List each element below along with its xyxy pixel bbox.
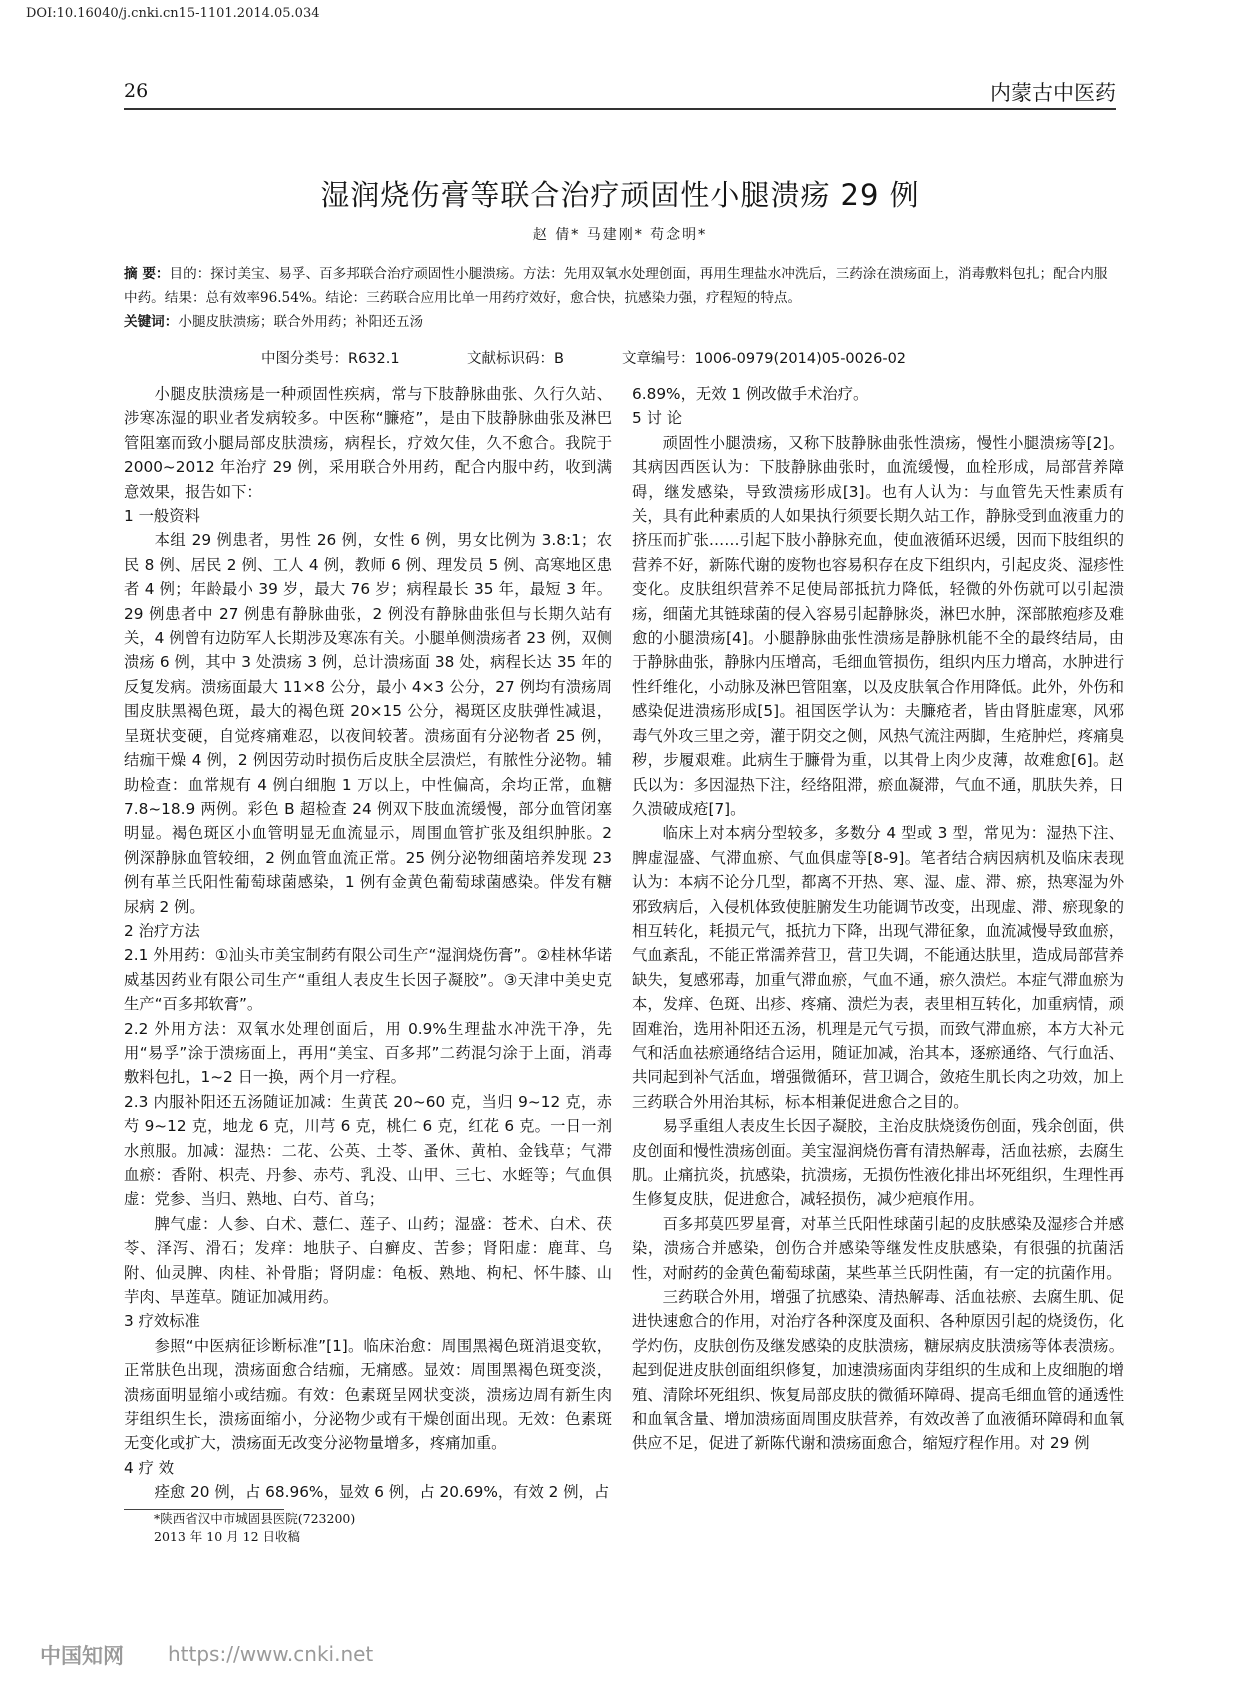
- article-number: 文章编号：1006-0979(2014)05-0026-02: [622, 351, 907, 367]
- document-code: 文献标识码：B: [467, 351, 564, 367]
- criteria-paragraph: 参照“中医病征诊断标准”[1]。临床治愈：周围黑褐色斑消退变软，正常肤色出现，溃疡面愈合结痂，无痛感。显效：周围黑褐色斑变淡，溃疡面明显缩小或结痂。有效：色素斑呈网状变淡，溃疡边周有新生肉芽组织生长，溃疡面缩小，分泌物少或有干燥创面出现。无效：色素斑无变化或扩大，溃疡面无改变分泌物量增多，疼痛加重。: [124, 1336, 612, 1453]
- page-number: 26: [124, 80, 149, 102]
- right-column: [632, 382, 1124, 1456]
- discussion-paragraph-4: 百多邦莫匹罗星膏，对革兰氏阳性球菌引起的皮肤感染及湿疹合并感染，溃疡合并感染，创伤合并感染等继发性皮肤感染，有很强的抗菌活性，对耐药的金黄色葡萄球菌，某些革兰氏阴性菌，有一定的抗菌作用。: [632, 1214, 1124, 1282]
- section-heading-3: 3 疗效标准: [124, 1312, 200, 1331]
- cnki-watermark-url: https://www.cnki.net: [168, 1642, 374, 1666]
- keywords-label: 关键词：: [124, 314, 179, 330]
- intro-paragraph: 小腿皮肤溃疡是一种顽固性疾病，常与下肢静脉曲张、久行久站、涉寒冻湿的职业者发病较多。中医称“臁疮”，是由下肢静脉曲张及淋巴管阻塞而致小腿局部皮肤溃疡，病程长，疗效欠佳，久不愈合。我院于 2000~2012 年治疗 29 例，采用联合外用药，配合内服中药，收到满意效果，报告如下：: [124, 385, 612, 501]
- footnote-received: 2013 年 10 月 12 日收稿: [154, 1528, 300, 1544]
- discussion-paragraph-5: 三药联合外用，增强了抗感染、清热解毒、活血祛瘀、去腐生肌、促进快速愈合的作用，对治疗各种深度及面积、各种原因引起的烧烫伤，化学灼伤，皮肤创伤及继发感染的皮肤溃疡，糖尿病皮肤溃疡等体表溃疡。起到促进皮肤创面组织修复，加速溃疡面肉芽组织的生成和上皮细胞的增殖、清除坏死组织、恢复局部皮肤的微循环障碍、提高毛细血管的通透性和血氧含量、增加溃疡面周围皮肤营养，有效改善了血液循环障碍和血氧供应不足，促进了新陈代谢和溃疡面愈合，缩短疗程作用。对 29 例: [632, 1288, 1124, 1453]
- external-drugs-paragraph: 2.1 外用药：①汕头市美宝制药有限公司生产“湿润烧伤膏”。②桂林华诺威基因药业有限公司生产“重组人表皮生长因子凝胶”。③天津中美史克生产“百多邦软膏”。: [124, 946, 612, 1014]
- abstract-text: 目的：探讨美宝、易孚、百多邦联合治疗顽固性小腿溃疡。方法：先用双氧水处理创面，再用生理盐水冲洗后，三药涂在溃疡面上，消毒敷料包扎；配合内服中药。结果：总有效率96.54%。结论：三药联合应用比单一用药疗效好，愈合快，抗感染力强，疗程短的特点。: [124, 266, 1108, 306]
- header-rule: [124, 108, 1116, 110]
- general-info-paragraph: 本组 29 例患者，男性 26 例，女性 6 例，男女比例为 3.8:1；农民 8 例、居民 2 例、工人 4 例，教师 6 例、理发员 5 例、高寒地区患者 4 例；年龄最小 39 岁，最大 76 岁；病程最长 35 年，最短 3 年。29 例患者中 27 例患有静脉曲张，2 例没有静脉曲张但与长期久站有关，4 例曾有边防军人长期涉及寒冻有关。小腿单侧溃疡者 23 例，双侧溃疡 6 例，其中 3 处溃疡 3 例，总计溃疡面 38 处，病程长达 35 年的反复发病。溃疡面最大 11×8 公分，最小 4×3 公分，27 例均有溃疡周围皮肤黑褐色斑，最大的褐色斑 20×15 公分，褐斑区皮肤弹性减退，呈斑状变硬，自觉疼痛难忍，以夜间较著。溃疡面有分泌物者 25 例，结痂干燥 4 例，2 例因劳动时损伤后皮肤全层溃烂，有脓性分泌物。辅助检查：血常规有 4 例白细胞 1 万以上，中性偏高，余均正常，血糖 7.8~18.9 两例。彩色 B 超检查 24 例双下肢血流缓慢，部分血管闭塞明显。褐色斑区小血管明显无血流显示，周围血管扩张及组织肿胀。2 例深静脉血管较细，2 例血管血流正常。25 例分泌物细菌培养发现 23 例有革兰氏阳性葡萄球菌感染，1 例有金黄色葡萄球菌感染。伴发有糖尿病 2 例。: [124, 531, 612, 916]
- section-heading-4: 4 疗 效: [124, 1458, 175, 1477]
- results-continued: 6.89%，无效 1 例改做手术治疗。: [632, 385, 869, 403]
- internal-medicine-paragraph: 2.3 内服补阳还五汤随证加减：生黄芪 20~60 克，当归 9~12 克，赤芍 9~12 克，地龙 6 克，川芎 6 克，桃仁 6 克，红花 6 克。一日一剂水煎服。加减：湿热：二花、公英、土苓、蚤休、黄柏、金钱草；气滞血瘀：香附、枳壳、丹参、赤芍、乳没、山甲、三七、水蛭等；气血俱虚：党参、当归、熟地、白芍、首乌；: [124, 1092, 612, 1209]
- results-paragraph: 痊愈 20 例，占 68.96%，显效 6 例，占 20.69%，有效 2 例，占: [154, 1483, 610, 1502]
- keywords-paragraph: [124, 310, 1120, 334]
- journal-name: 内蒙古中医药: [990, 81, 1116, 105]
- abstract-label: 摘 要：: [124, 266, 170, 282]
- external-method-paragraph: 2.2 外用方法：双氧水处理创面后，用 0.9%生理盐水冲洗干净，先用“易孚”涂于溃疡面上，再用“美宝、百多邦”二药混匀涂于上面，消毒敷料包扎，1~2 日一换，两个月一疗程。: [124, 1019, 612, 1087]
- abstract-block: [124, 262, 1120, 334]
- article-authors: 赵 倩* 马建刚* 苟念明*: [532, 227, 708, 243]
- section-heading-1: 1 一般资料: [124, 507, 200, 526]
- cnki-watermark-logo: 中国知网: [40, 1644, 124, 1668]
- abstract-paragraph: [124, 262, 1120, 310]
- section-heading-2: 2 治疗方法: [124, 921, 200, 940]
- discussion-paragraph-2: 临床上对本病分型较多，多数分 4 型或 3 型，常见为：湿热下注、脾虚湿盛、气滞血瘀、气血俱虚等[8-9]。笔者结合病因病机及临床表现认为：本病不论分几型，都离不开热、寒、湿、虚、滞、瘀，热寒湿为外邪致病后，入侵机体致使脏腑发生功能调节改变，出现虚、滞、瘀现象的相互转化，耗损元气，抵抗力下降，出现气滞征象，血流减慢导致血瘀，气血紊乱，不能正常濡养营卫，营卫失调，不能通达肤里，造成局部营养缺失，复感邪毒，加重气滞血瘀，气血不通，瘀久溃烂。本症气滞血瘀为本，发痒、色斑、出疹、疼痛、溃烂为表，表里相互转化，加重病情，顽固难治，选用补阳还五汤，机理是元气亏损，而致气滞血瘀，本方大补元气和活血祛瘀通络结合运用，随证加减，治其本，逐瘀通络、气行血活、共同起到补气活血，增强微循环，营卫调合，敛疮生肌长肉之功效，加上三药联合外用治其标，标本相兼促进愈合之目的。: [632, 824, 1124, 1111]
- keywords-text: 小腿皮肤溃疡；联合外用药；补阳还五汤: [178, 314, 424, 330]
- doi-line: DOI:10.16040/j.cnki.cn15-1101.2014.05.034: [26, 6, 320, 21]
- section-heading-5: 5 讨 论: [632, 409, 683, 428]
- footnote-affiliation: *陕西省汉中市城固县医院(723200): [154, 1510, 356, 1526]
- discussion-paragraph-3: 易孚重组人表皮生长因子凝胶，主治皮肤烧烫伤创面，残余创面，供皮创面和慢性溃疡创面。美宝湿润烧伤膏有清热解毒，活血祛瘀，去腐生肌。止痛抗炎，抗感染，抗溃疡，无损伤性液化排出坏死组织，生理性再生修复皮肤，促进愈合，减轻损伤，减少疤痕作用。: [632, 1117, 1124, 1209]
- left-column: [124, 382, 612, 1546]
- article-title: 湿润烧伤膏等联合治疗顽固性小腿溃疡 29 例: [320, 178, 920, 212]
- spleen-deficiency-paragraph: 脾气虚：人参、白术、薏仁、莲子、山药；湿盛：苍术、白术、茯苓、泽泻、滑石；发痒：地肤子、白癣皮、苦参；肾阳虚：鹿茸、乌附、仙灵脾、肉桂、补骨脂；肾阴虚：龟板、熟地、枸杞、怀牛膝、山芋肉、旱莲草。随证加减用药。: [124, 1214, 612, 1307]
- clc-number: 中图分类号：R632.1: [261, 351, 400, 367]
- discussion-paragraph-1: 顽固性小腿溃疡，又称下肢静脉曲张性溃疡，慢性小腿溃疡等[2]。其病因西医认为：下肢静脉曲张时，血流缓慢，血栓形成，局部营养障碍，继发感染，导致溃疡形成[3]。也有人认为：与血管先天性素质有关，具有此种素质的人如果执行须要长期久站工作，静脉受到血液重力的挤压而扩张……引起下肢小静脉充血，使血液循环迟缓，因而下肢组织的营养不好，新陈代谢的废物也容易积存在皮下组织内，引起皮炎、湿疹性变化。皮肤组织营养不足使局部抵抗力降低，轻微的外伤就可以引起溃疡，细菌尤其链球菌的侵入容易引起静脉炎，淋巴水肿，深部脓疱疹及难愈的小腿溃疡[4]。小腿静脉曲张性溃疡是静脉机能不全的最终结局，由于静脉曲张，静脉内压增高，毛细血管损伤，组织内压力增高，水肿进行性纤维化，小动脉及淋巴管阻塞，以及皮肤氧合作用降低。此外，外伤和感染促进溃疡形成[5]。祖国医学认为：夫臁疮者，皆由肾脏虚寒，风邪毒气外攻三里之旁，灌于阴交之侧，风热气流注两脚，生疮肿烂，疼痛臭秽，步履艰难。此病生于臁骨为重，以其骨上肉少皮薄，故难愈[6]。赵氏以为：多因湿热下注，经络阻滞，瘀血凝滞，气血不通，肌肤失养，日久溃破成疮[7]。: [632, 433, 1124, 818]
